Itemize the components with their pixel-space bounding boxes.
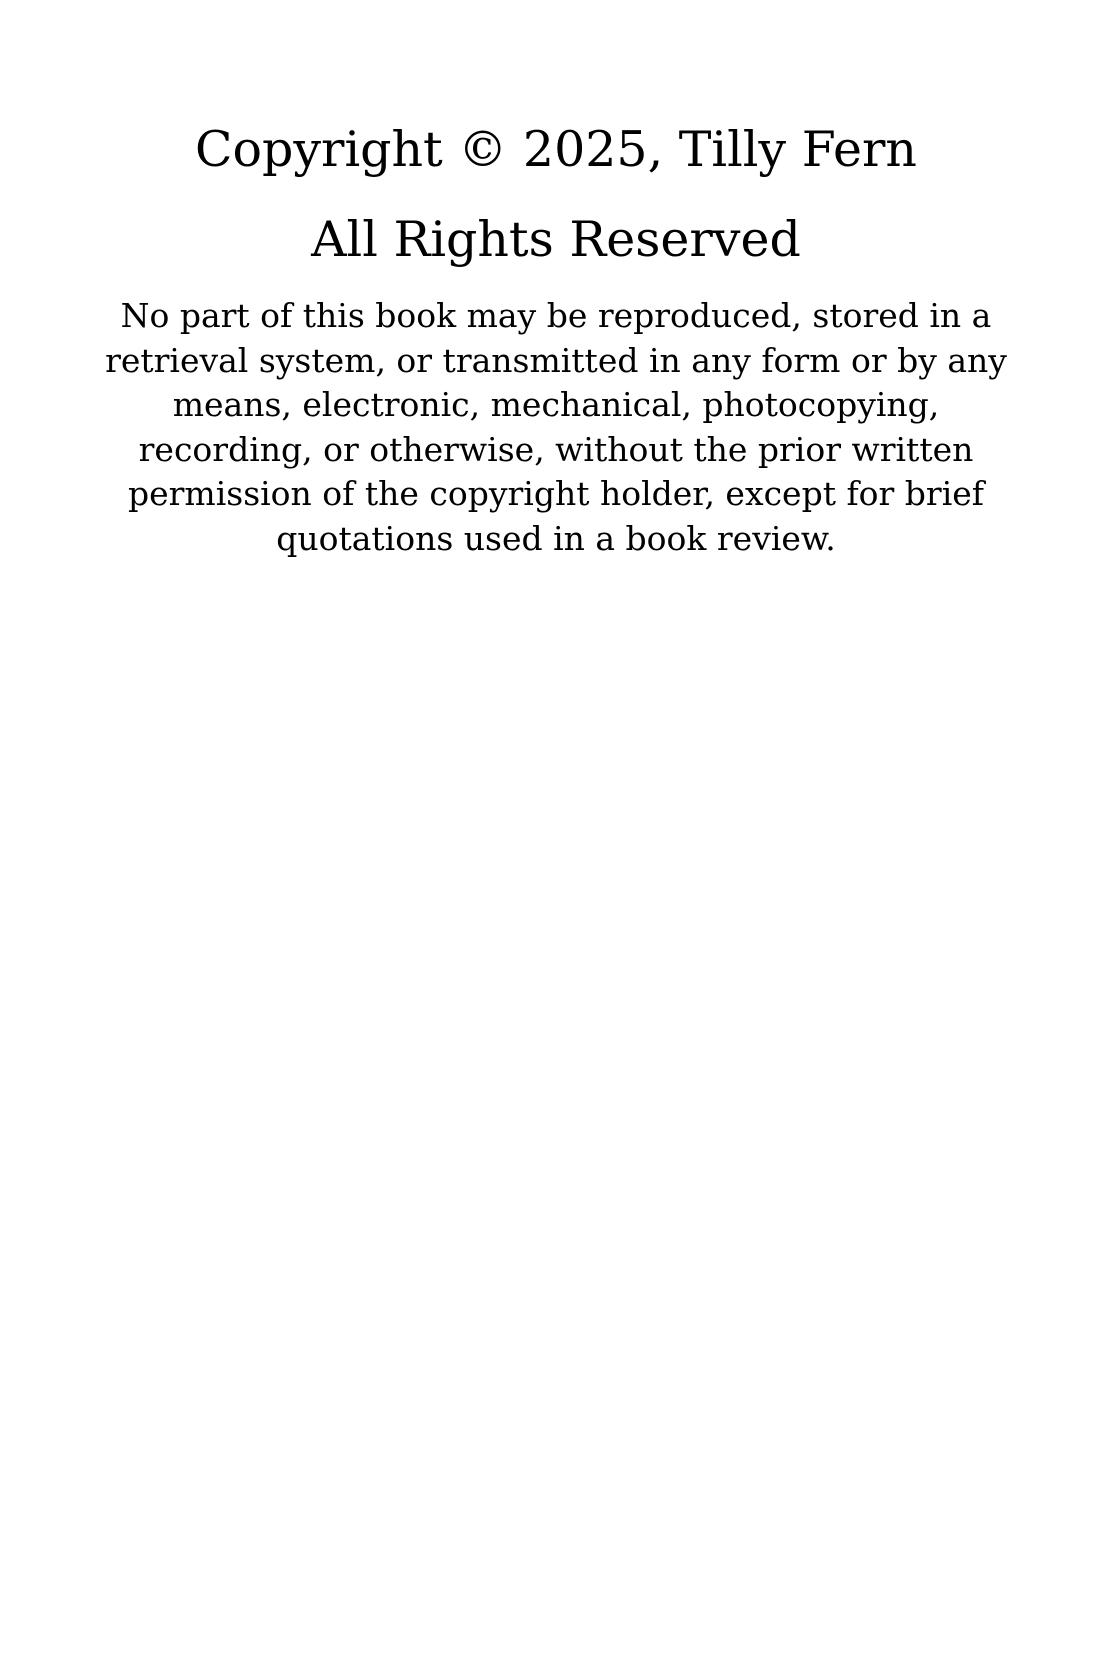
copyright-block [80,118,1032,561]
copyright-statement: Copyright © 2025, Tilly Fern [194,121,917,178]
copyright-notice: No part of this book may be reproduced, stored in a retrieval system, or transmitted in any form or by any means, electronic, mechanical, photocopying, recording, or otherwise, without the prior written permission of the copyright holder, except for brief quotations used in a book review. [105,296,1007,558]
rights-reserved-heading: All Rights Reserved [311,211,801,268]
